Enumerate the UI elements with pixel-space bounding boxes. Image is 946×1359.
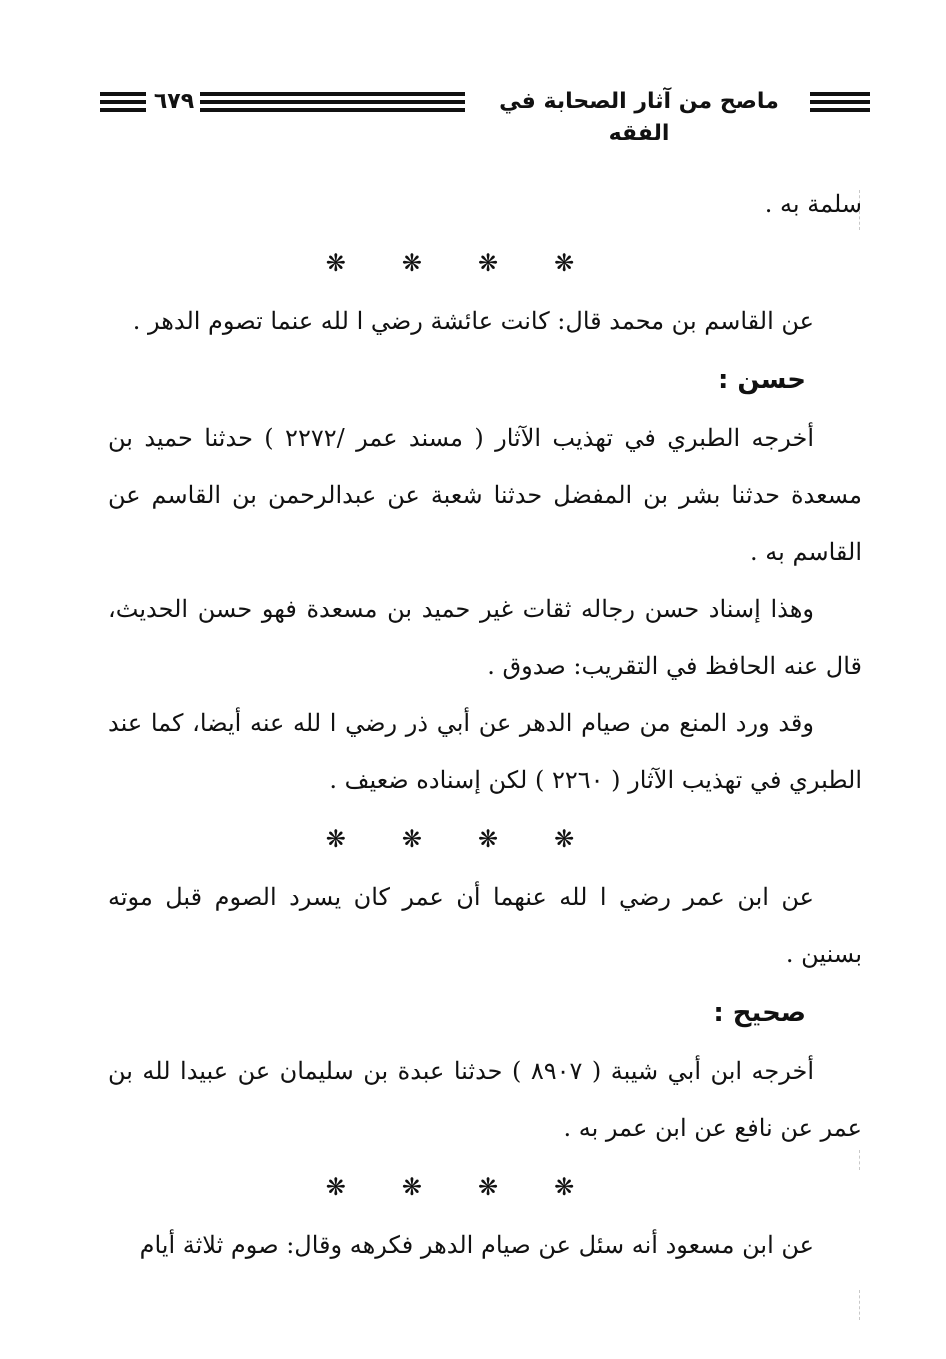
athar-text: عن القاسم بن محمد قال: كانت عائشة رضي ا لله عنما تصوم الدهر .: [132, 307, 814, 335]
section-divider: [108, 809, 862, 869]
takhrij-paragraph: أخرجه الطبري في تهذيب الآثار ( مسند عمر /٢٢٧٢ ) حدثنا حميد بن مسعدة حدثنا بشر بن المفضل حدثنا شعبة عن عبدالرحمن بن القاسم عن القاسم به .: [108, 424, 862, 566]
takhrij-paragraph: أخرجه ابن أبي شيبة ( ٨٩٠٧ ) حدثنا عبدة بن سليمان عن عبيدا لله بن عمر عن نافع عن ابن عمر به .: [108, 1057, 862, 1142]
star-ornament-icon: ❋: [478, 1173, 499, 1201]
star-ornament-icon: ❋: [554, 825, 575, 853]
athar-text: عن ابن مسعود أنه سئل عن صيام الدهر فكرهه وقال: صوم ثلاثة أيام: [139, 1231, 814, 1259]
grade-heading: صحيح :: [713, 998, 806, 1028]
athar-text: عن ابن عمر رضي ا لله عنهما أن عمر كان يسرد الصوم قبل موته بسنين .: [108, 883, 862, 968]
star-ornament-icon: ❋: [325, 825, 346, 853]
star-ornament-icon: ❋: [554, 249, 575, 277]
header-rule-left: [100, 92, 146, 112]
page-body: [108, 176, 862, 1274]
header-rule-right: [810, 92, 870, 112]
grade-heading: حسن :: [717, 365, 806, 395]
star-ornament-icon: ❋: [401, 1173, 422, 1201]
margin-mark: [859, 1290, 860, 1320]
running-title: ماصح من آثار الصحابة في الفقه: [499, 89, 779, 146]
section-divider: [108, 233, 862, 293]
paragraph: وقد ورد المنع من صيام الدهر عن أبي ذر رضي ا لله عنه أيضا، كما عند الطبري في تهذيب الآثار ( ٢٢٦٠ ) لكن إسناده ضعيف .: [108, 709, 862, 794]
star-ornament-icon: ❋: [478, 825, 499, 853]
star-ornament-icon: ❋: [478, 249, 499, 277]
page-number: ٦٧٩: [153, 89, 195, 114]
star-ornament-icon: ❋: [325, 1173, 346, 1201]
star-ornament-icon: ❋: [401, 825, 422, 853]
section-divider: [108, 1157, 862, 1217]
paragraph: وهذا إسناد حسن رجاله ثقات غير حميد بن مسعدة فهو حسن الحديث، قال عنه الحافظ في التقريب: صدوق .: [108, 595, 862, 680]
star-ornament-icon: ❋: [325, 249, 346, 277]
star-ornament-icon: ❋: [401, 249, 422, 277]
star-ornament-icon: ❋: [554, 1173, 575, 1201]
paragraph: سلمة به .: [764, 190, 862, 218]
running-header: [100, 86, 870, 146]
header-rule-middle: [200, 92, 465, 112]
